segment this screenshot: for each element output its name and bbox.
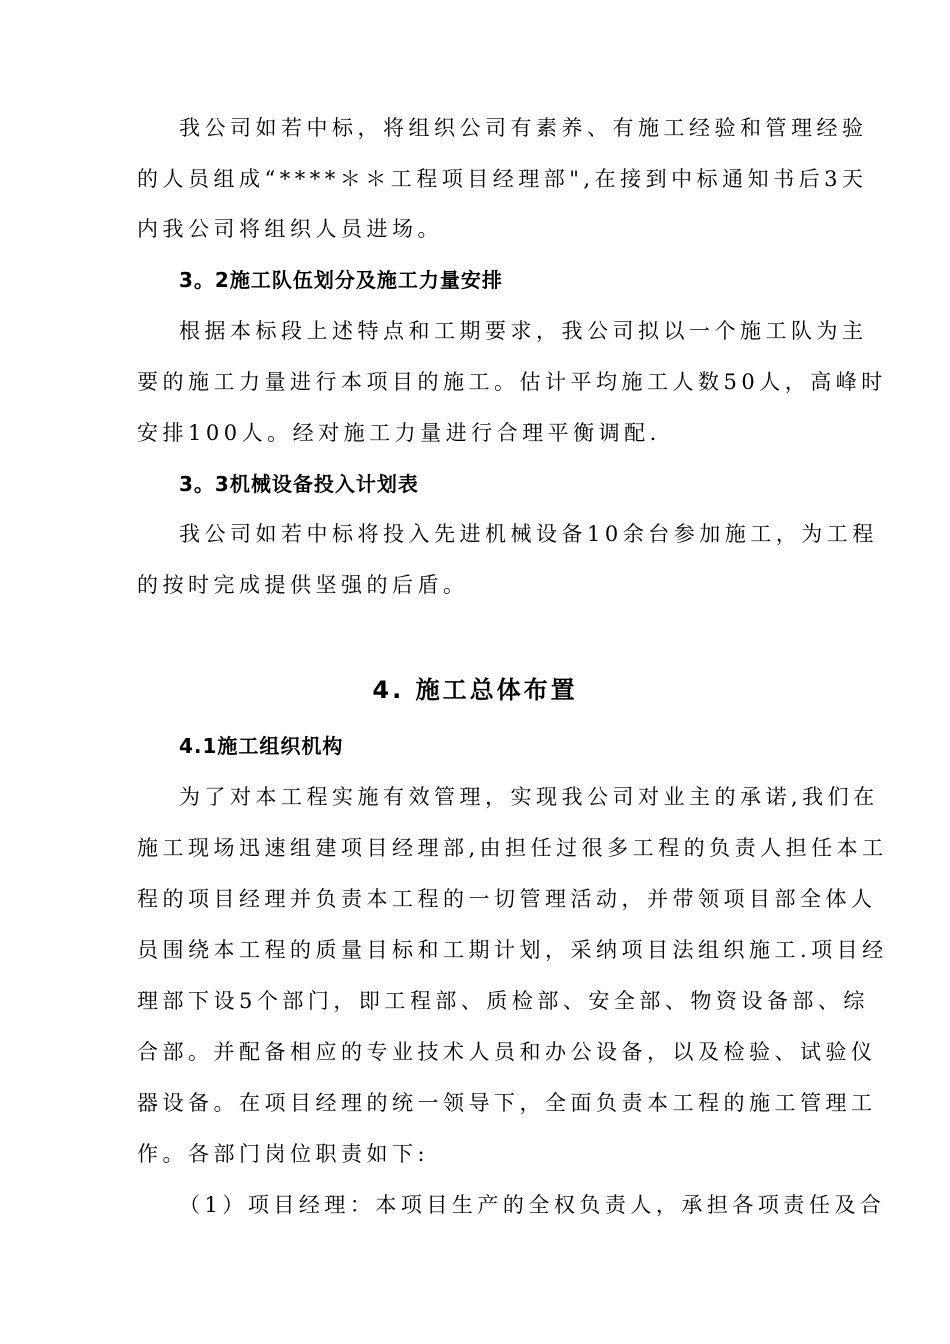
- paragraph-line: 要的施工力量进行本项目的施工。估计平均施工人数50人，高峰时: [137, 370, 887, 394]
- paragraph-line: 理部下设5个部门，即工程部、质检部、安全部、物资设备部、综: [137, 989, 869, 1013]
- paragraph-line: 我公司如若中标将投入先进机械设备10余台参加施工，为工程: [179, 522, 878, 546]
- paragraph-line: 器设备。在项目经理的统一领导下，全面负责本工程的施工管理工: [137, 1091, 877, 1115]
- paragraph-line: 员围绕本工程的质量目标和工期计划，采纳项目法组织施工.项目经: [137, 938, 888, 962]
- paragraph-line: 我公司如若中标，将组织公司有素养、有施工经验和管理经验: [179, 116, 868, 140]
- paragraph-line: 施工现场迅速组建项目经理部,由担任过很多工程的负责人担任本工: [137, 836, 888, 860]
- subsection-heading-4-1: 4.1施工组织机构: [179, 734, 344, 758]
- paragraph-line: 为了对本工程实施有效管理，实现我公司对业主的承诺,我们在: [179, 785, 879, 809]
- paragraph-line: （1）项目经理：本项目生产的全权负责人，承担各项责任及合: [179, 1193, 886, 1217]
- subsection-heading-3-2: 3。2施工队伍划分及施工力量安排: [179, 268, 503, 292]
- paragraph-line: 根据本标段上述特点和工期要求，我公司拟以一个施工队为主: [179, 319, 868, 343]
- paragraph-line: 内我公司将组织人员进场。: [137, 217, 443, 241]
- paragraph-line: 安排100人。经对施工力量进行合理平衡调配.: [137, 421, 661, 445]
- paragraph-line: 作。各部门岗位职责如下:: [137, 1142, 430, 1166]
- section-title-4: 4. 施工总体布置: [372, 676, 578, 704]
- subsection-heading-3-3: 3。3机械设备投入计划表: [179, 472, 419, 496]
- paragraph-line: 合部。并配备相应的专业技术人员和办公设备，以及检验、试验仪: [137, 1040, 877, 1064]
- paragraph-line: 的按时完成提供坚强的后盾。: [137, 573, 469, 597]
- paragraph-line: 程的项目经理并负责本工程的一切管理活动，并带领项目部全体人: [137, 887, 877, 911]
- paragraph-line: 的人员组成“****＊＊工程项目经理部",在接到中标通知书后3天: [137, 167, 868, 191]
